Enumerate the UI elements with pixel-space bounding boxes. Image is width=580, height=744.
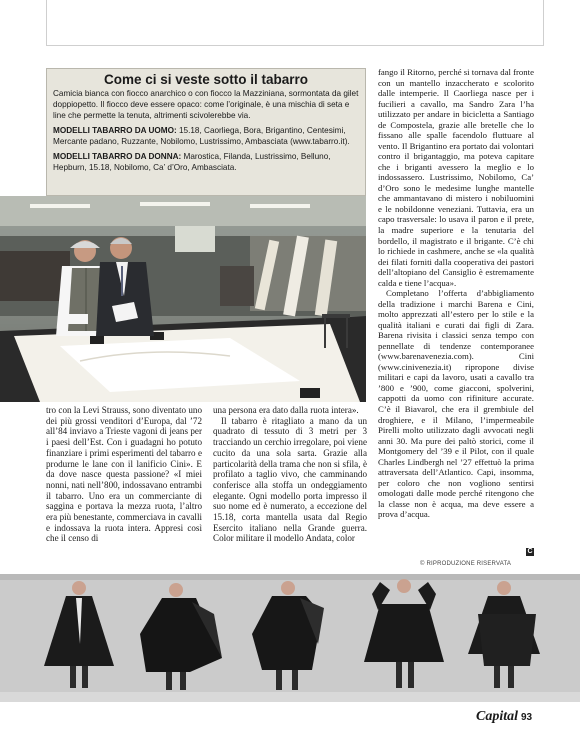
paragraph: tro con la Levi Strauss, sono diventato uno dei più grossi venditori d’Europa, dal ’72 all’84 inviavo a Trieste vagoni di jeans per i paesi dell’Est. Con i guadagni ho potuto finanziare i primi esperimenti del tabarro e produrne le lane con il lanificio Cini». E da dove nasce questa passione? «I miei nonni, nati nell’800, indossavano entrambi il tabarro. Uno era un commerciante di saggina e portava la mezza ruota, l’altro era più benestante, commerciava in cavalli e indossava la ruota intera. Appresi così che il censo di bbox=[46, 405, 202, 544]
men-models bbox=[53, 125, 359, 147]
men-models-text: 15.18, Caorliega, Bora, Brigantino, Centesimi, Mercante padano, Ruzzante, Nobilomo, Lustrissimo, Ambasciata (www.tabarro.it). bbox=[53, 126, 350, 146]
sidebar-intro: Camicia bianca con fiocco anarchico o con fiocco la Mazziniana, sormontata da gilet doppiopetto. Il fiocco deve essere opaco: come l’originale, è una mischia di seta e line che permette la tenuta, altrimenti scivolerebbe via. bbox=[53, 89, 359, 120]
end-mark: C bbox=[527, 548, 533, 555]
column-middle-bottom bbox=[213, 405, 367, 544]
top-rule bbox=[46, 45, 544, 46]
left-guide-line bbox=[46, 0, 47, 45]
copyright-notice: © RIPRODUZIONE RISERVATA bbox=[420, 561, 512, 567]
page-number: 93 bbox=[521, 712, 533, 723]
women-models-text: Marostica, Filanda, Lustrissimo, Belluno, Hepburn, 15.18, Nobilomo, Ca’ d’Oro, Ambasciata. bbox=[53, 152, 331, 172]
workshop-photo bbox=[0, 196, 366, 402]
paragraph: Completano l’offerta d’abbigliamento della tradizione i marchi Barena e Cini, molto apprezzati all’estero per lo stile e la qualità italiani e curati dai figli di Zara. Barena rivisita i classici senza tempo con pennellate di tendenze contemporanee (www.barenavenezia.com). Cini (www.cinivenezia.it) ripropone divise militari e capi da lavoro, usati a cavallo tra ’800 e ’900, come giacconi, spolverini, cappotti da uomo con rifiniture accurate. C’è il Biavarol, che era il grembiule del droghiere, e il Milano, l’impermeabile Pirelli molto utilizzato dagli avvocati negli anni 30. Ma pure dei paltò storici, come il Montgomery del ’39 e il Pilot, con il quale Charles Lindbergh nel ’27 effettuò la prima attraversata dell’Atlantico. Capi, insomma, per coloro che non vogliono sentirsi omologati dalle mode perché ritengono che la classe non è acqua, ma deve essere a prova d’acqua. bbox=[378, 288, 534, 520]
men-models-label: MODELLI TABARRO DA UOMO: bbox=[53, 126, 177, 135]
right-guide-line bbox=[543, 0, 544, 45]
women-models-label: MODELLI TABARRO DA DONNA: bbox=[53, 152, 182, 161]
women-models bbox=[53, 151, 359, 173]
sidebar-title: Come ci si veste sotto il tabarro bbox=[103, 72, 309, 87]
column-right bbox=[378, 67, 534, 520]
paragraph: Il tabarro è ritagliato a mano da un quadrato di tessuto di 3 metri per 3 tracciando un cerchio irregolare, poi viene cucito da una sola sarta. Grazie alla particolarità della trama che non si sfila, è profilato a taglio vivo, che camminando conferisce alla stoffa un ondeggiamento elegante. Ogni modello porta impresso il suo nome ed è numerato, a eccezione del 15.18, corta mantella usata dal Regio Esercito italiano nella Grande guerra. Color militare il modello Andata, color bbox=[213, 415, 368, 544]
magazine-logo: Capital bbox=[476, 709, 519, 724]
sidebar-box bbox=[46, 68, 366, 196]
paragraph: una persona era dato dalla ruota intera». bbox=[213, 405, 359, 415]
paragraph: fango il Ritorno, perché si tornava dal fronte con un mantello inzaccherato e scolorito dalle intemperie. Il Caorliega nasce per i fucilieri a cavallo, ma Sandro Zara l’ha utilizzato per andare in bicicletta a Santiago de Compostela, grazie alle bretelle che lo fissano alle spalle facendolo fluttuare al vento. Il Brigantino era portato dai volontari contro il brigantaggio, ma poteva capitare che i briganti avessero la meglio e lo indossassero. Lustrissimo, Nobilomo, Ca’ d’Oro sono le medesime lunghe mantelle che ammantavano di mistero i nobiluomini e le nobildonne veneziani. Tuttavia, era un capo trasversale: lo usava il paron e il prete, la madre superiore e la tenutaria del bordello, il magistrato e il brigante. C’è chi lo richiede in cashmere, anche se «la qualità dei filati forniti dalla cooperativa dei pastori dell’altopiano del Cansiglio è estremamente calda e tiene l’acqua». bbox=[378, 67, 534, 288]
cloak-poses-strip bbox=[0, 574, 580, 702]
column-left-bottom bbox=[46, 405, 202, 544]
